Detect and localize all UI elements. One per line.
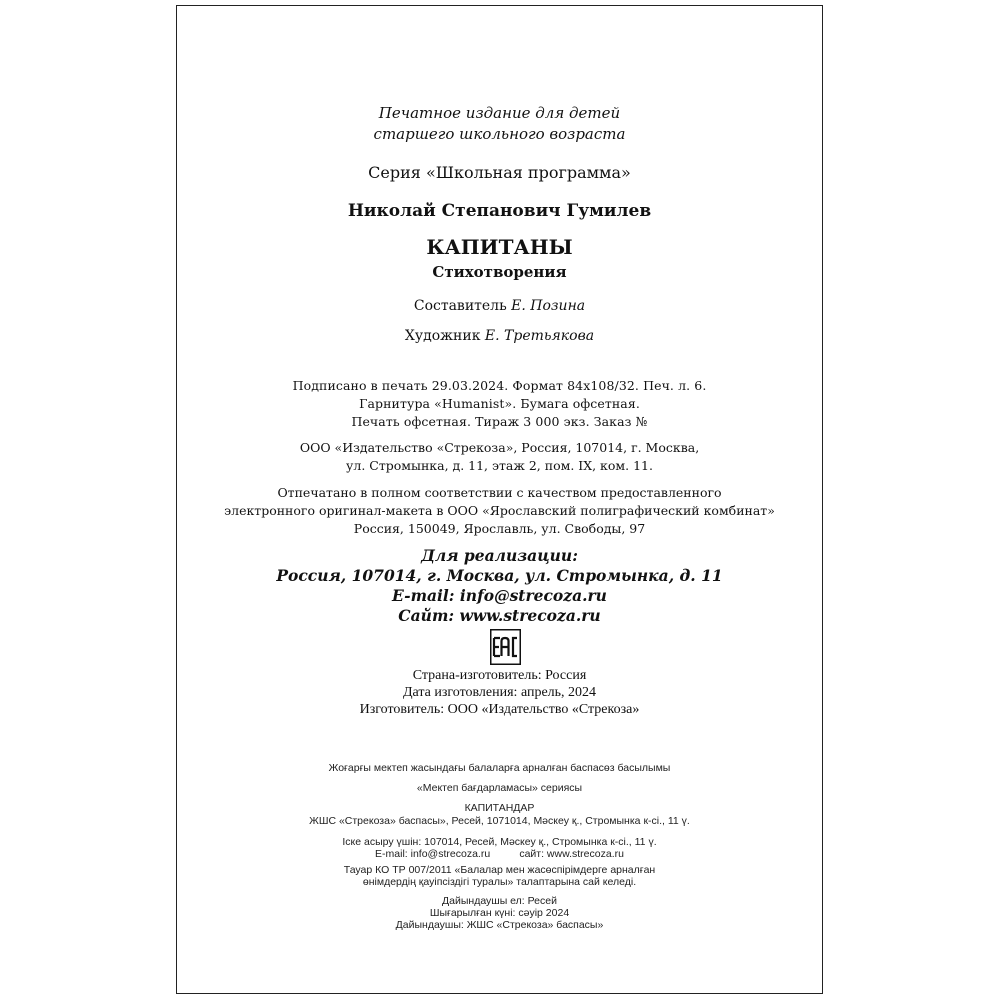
kazakh-country: Дайындаушы ел: Ресей <box>442 895 557 907</box>
publisher-line: ООО «Издательство «Стрекоза», Россия, 107014, г. Москва, <box>299 440 700 455</box>
kazakh-series: «Мектеп бағдарламасы» сериясы <box>416 782 583 794</box>
sales-address: Россия, 107014, г. Москва, ул. Стромынка, д. 11 <box>276 566 723 585</box>
book-subtitle: Стихотворения <box>432 263 567 281</box>
print-details-line: Печать офсетная. Тираж 3 000 экз. Заказ № <box>351 414 648 429</box>
kazakh-publisher: ЖШС «Стрекоза» баспасы», Ресей, 1071014, Мәскеу қ., Стромынка к-сі., 11 ү. <box>309 815 690 827</box>
compiler-name: Е. Позина <box>511 298 586 314</box>
illustrator-credit <box>177 326 822 346</box>
audience-line-1: Печатное издание для детей <box>378 104 621 122</box>
publisher-address <box>177 439 822 475</box>
printing-house-line: Россия, 150049, Ярославль, ул. Свободы, 97 <box>353 521 646 536</box>
kazakh-certification-line: Тауар КО ТР 007/2011 «Балалар мен жасөспірімдерге арналған <box>343 864 656 876</box>
kazakh-sales-line: Іске асыру үшін: 107014, Ресей, Мәскеу қ., Стромынка к-сі., 11 ү. <box>342 836 657 848</box>
manufacturer-name: Изготовитель: ООО «Издательство «Стрекоза» <box>359 702 640 717</box>
kazakh-date: Шығарылған күні: сәуір 2024 <box>429 907 570 919</box>
sales-contacts <box>177 546 822 626</box>
compiler-credit <box>177 296 822 316</box>
print-details-line: Подписано в печать 29.03.2024. Формат 84x108/32. Печ. л. 6. <box>292 378 707 393</box>
printing-house-line: Отпечатано в полном соответствии с качеством предоставленного <box>277 485 722 500</box>
book-imprint-page <box>176 5 823 994</box>
compiler-label: Составитель <box>413 298 507 314</box>
print-details-line: Гарнитура «Humanist». Бумага офсетная. <box>359 396 640 411</box>
kazakh-maker: Дайындаушы: ЖШС «Стрекоза» баспасы» <box>395 919 604 931</box>
kazakh-manufacturer <box>177 895 822 931</box>
audience-note <box>177 103 822 145</box>
sales-website: Сайт: www.strecoza.ru <box>398 606 601 625</box>
kazakh-contacts-line: E-mail: info@strecoza.ru сайт: www.strecoza.ru <box>375 848 624 860</box>
manufacturer-info <box>177 667 822 718</box>
kazakh-certification-line: өнімдердің қауіпсіздігі туралы» талаптарына сай келеді. <box>362 876 637 888</box>
audience-line-2: старшего школьного возраста <box>373 125 626 143</box>
printing-house <box>177 484 822 538</box>
manufacturer-country: Страна-изготовитель: Россия <box>412 668 587 683</box>
illustrator-name: Е. Третьякова <box>484 328 595 344</box>
manufacturer-date: Дата изготовления: апрель, 2024 <box>402 685 597 700</box>
kazakh-sales <box>177 836 822 860</box>
printing-house-line: электронного оригинал-макета в ООО «Ярославский полиграфический комбинат» <box>224 503 775 518</box>
publisher-line: ул. Стромынка, д. 11, этаж 2, пом. IX, ком. 11. <box>346 458 653 473</box>
eac-certification-icon <box>490 629 521 665</box>
author-name: Николай Степанович Гумилев <box>347 201 652 221</box>
book-title: КАПИТАНЫ <box>426 235 573 259</box>
sales-heading: Для реализации: <box>421 546 578 565</box>
illustrator-label: Художник <box>404 328 481 344</box>
kazakh-title: КАПИТАНДАР <box>464 802 535 814</box>
print-details <box>177 377 822 431</box>
kazakh-audience: Жоғарғы мектеп жасындағы балаларға арналған баспасөз басылымы <box>328 762 671 774</box>
kazakh-certification <box>177 864 822 888</box>
series-name: Серия «Школьная программа» <box>368 163 631 182</box>
sales-email: E-mail: info@strecoza.ru <box>392 586 607 605</box>
